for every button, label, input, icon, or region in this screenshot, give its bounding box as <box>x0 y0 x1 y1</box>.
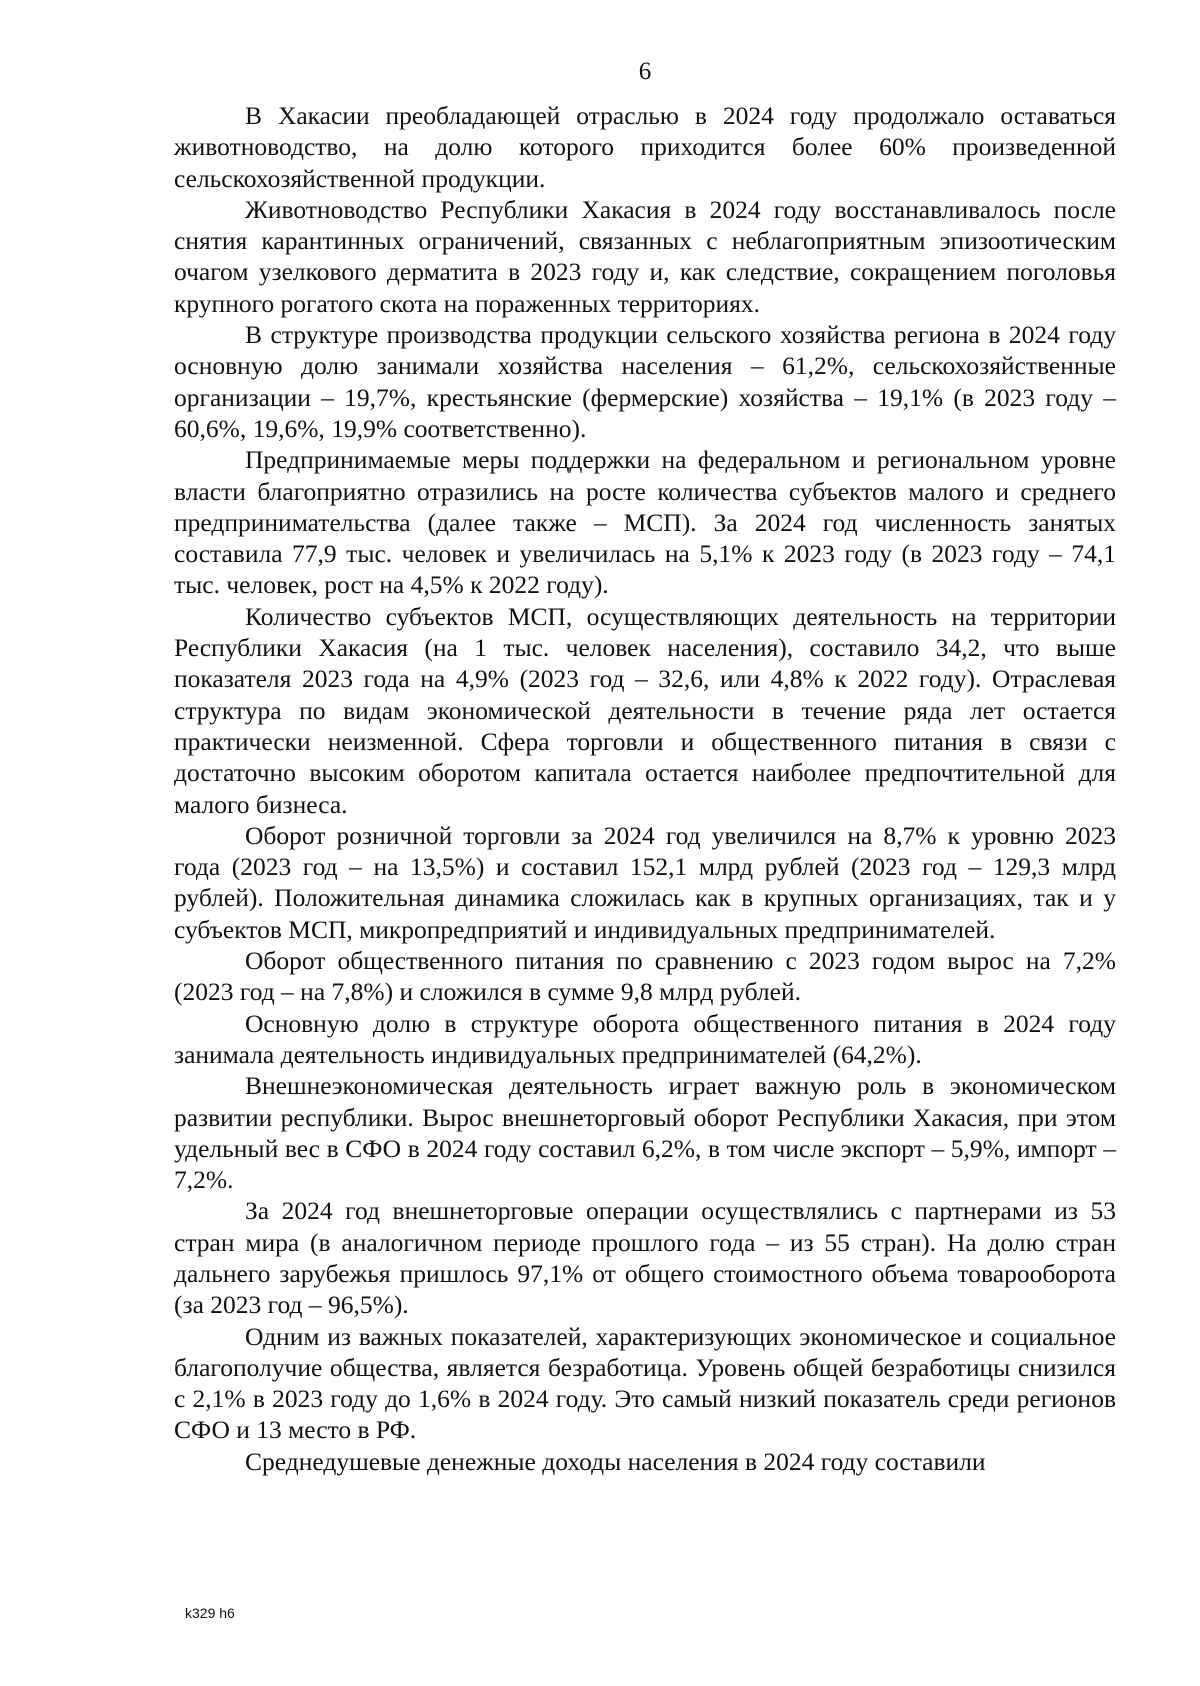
footer-document-code: k329 h6 <box>185 1605 235 1621</box>
document-body <box>174 100 1116 1477</box>
paragraph-trade-partners: За 2024 год внешнеторговые операции осуществлялись с партнерами из 53 стран мира (в аналогичном периоде прошлого года – из 55 стран). На долю стран дальнего зарубежья пришлось 97,1% от общего стоимостного объема товарооборота (за 2023 год – 96,5%). <box>174 1196 1116 1320</box>
paragraph-agriculture-structure: В структуре производства продукции сельского хозяйства региона в 2024 году основную долю занимали хозяйства населения – 61,2%, сельскохозяйственные организации – 19,7%, крестьянские (фермерские) хозяйства – 19,1% (в 2023 году – 60,6%, 19,6%, 19,9% соответственно). <box>174 320 1116 443</box>
paragraph-sme-support: Предпринимаемые меры поддержки на федеральном и региональном уровне власти благоприятно отразились на росте количества субъектов малого и среднего предпринимательства (далее также – МСП). За 2024 год численность занятых составила 77,9 тыс. человек и увеличилась на 5,1% к 2023 году (в 2023 году – 74,1 тыс. человек, рост на 4,5% к 2022 году). <box>174 445 1116 600</box>
paragraph-catering-structure: Основную долю в структуре оборота общественного питания в 2024 году занимала деятельность индивидуальных предпринимателей (64,2%). <box>174 1008 1116 1069</box>
paragraph-retail-turnover: Оборот розничной торговли за 2024 год увеличился на 8,7% к уровню 2023 года (2023 год – на 13,5%) и составил 152,1 млрд рублей (2023 год – 129,3 млрд рублей). Положительная динамика сложилась как в крупных организациях, так и у субъектов МСП, микропредприятий и индивидуальных предпринимателей. <box>174 820 1116 944</box>
paragraph-sme-count: Количество субъектов МСП, осуществляющих деятельность на территории Республики Хакасия (на 1 тыс. человек населения), составило 34,2, что выше показателя 2023 года на 4,9% (2023 год – 32,6, или 4,8% к 2022 году). Отраслевая структура по видам экономической деятельности в течение ряда лет остается практически неизменной. Сфера торговли и общественного питания в связи с достаточно высоким оборотом капитала остается наиболее предпочтительной для малого бизнеса. <box>174 601 1116 819</box>
paragraph-livestock-recovery: Животноводство Республики Хакасия в 2024 году восстанавливалось после снятия карантинных ограничений, связанных с неблагоприятным эпизоотическим очагом узелкового дерматита в 2023 году и, как следствие, сокращением поголовья крупного рогатого скота на пораженных территориях. <box>174 194 1116 318</box>
paragraph-livestock-share: В Хакасии преобладающей отраслью в 2024 году продолжало оставаться животноводство, на долю которого приходится более 60% произведенной сельскохозяйственной продукции. <box>174 101 1116 193</box>
paragraph-foreign-trade: Внешнеэкономическая деятельность играет важную роль в экономическом развитии республики. Вырос внешнеторговый оборот Республики Хакасия, при этом удельный вес в СФО в 2024 году составил 6,2%, в том числе экспорт – 5,9%, импорт – 7,2%. <box>174 1071 1116 1195</box>
paragraph-catering-turnover: Оборот общественного питания по сравнению с 2023 годом вырос на 7,2% (2023 год – на 7,8%) и сложился в сумме 9,8 млрд рублей. <box>174 946 1116 1007</box>
paragraph-unemployment: Одним из важных показателей, характеризующих экономическое и социальное благополучие общества, является безработица. Уровень общей безработицы снизился с 2,1% в 2023 году до 1,6% в 2024 году. Это самый низкий показатель среди регионов СФО и 13 место в РФ. <box>174 1321 1116 1445</box>
paragraph-income: Среднедушевые денежные доходы населения в 2024 году составили <box>245 1446 986 1476</box>
page-number: 6 <box>638 58 652 85</box>
